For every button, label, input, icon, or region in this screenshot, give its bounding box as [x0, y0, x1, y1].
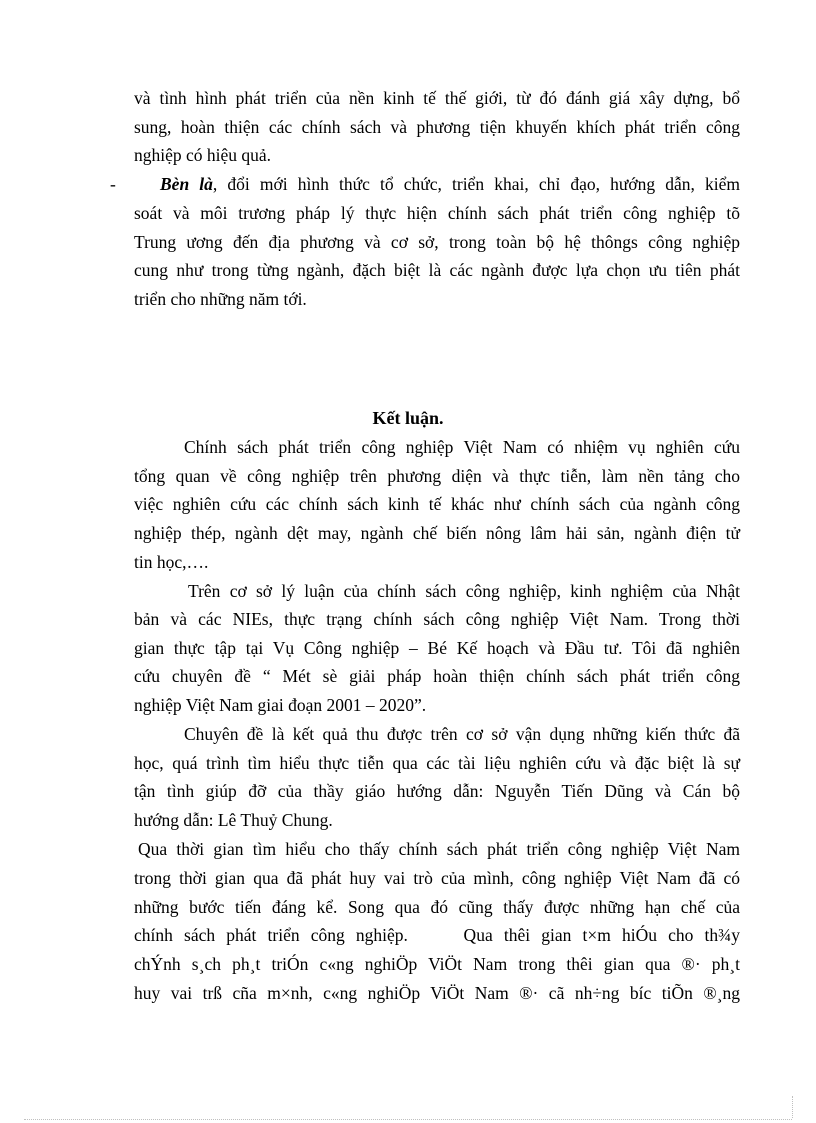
p4-line-2: trong thời gian qua đã phát huy vai trò của mình, công nghiệp Việt Nam đã có [134, 868, 740, 888]
p3-line-1: Chuyên đề là kết quả thu được trên cơ sở vận dụng những kiến thức đã [184, 724, 740, 744]
page-corner-mark [792, 1096, 793, 1118]
p3-line-2: học, quá trình tìm hiểu thực tiễn qua các tài liệu nghiên cứu và đặc biệt là sự [134, 753, 740, 773]
p1-line-4: nghiệp thép, ngành dệt may, ngành chế biến nông lâm hải sản, ngành điện tử [134, 523, 740, 543]
p1-line-3: việc nghiên cứu các chính sách kinh tế khác như chính sách của ngành công [134, 494, 740, 514]
p1-line-5: tin học,…. [134, 552, 209, 572]
p1-line-2: tổng quan về công nghiệp trên phương diện và thực tiễn, làm nền tảng cho [134, 466, 740, 486]
intro-line-2: sung, hoàn thiện các chính sách và phương tiện khuyến khích phát triển công [134, 117, 740, 137]
bullet-line-4: cung như trong từng ngành, đặch biệt là các ngành được lựa chọn ưu tiên phát [134, 260, 740, 280]
bullet-first-rest: , đổi mới hình thức tổ chức, triển khai, chỉ đạo, hướng dẫn, kiểm [212, 174, 740, 194]
p2-line-4: cứu chuyên đề “ Mét sè giải pháp hoàn thiện chính sách phát triển công [134, 666, 740, 686]
p2-line-5: nghiệp Việt Nam giai đoạn 2001 – 2020”. [134, 695, 427, 715]
p3-line-3: tận tình giúp đỡ của thầy giáo hướng dẫn: Nguyễn Tiến Dũng và Cán bộ [134, 781, 740, 801]
bullet-line-5: triển cho những năm tới. [134, 289, 307, 309]
section-title: Kết luận. [372, 408, 444, 428]
bullet-dash: - [110, 174, 116, 194]
page-bottom-rule [24, 1119, 792, 1120]
bullet-line-3: Trung ương đến địa phương và cơ sở, trong toàn bộ hệ thôngs công nghiệp [134, 232, 740, 252]
p4-line-4: chính sách phát triển công nghiệp. Qua thêi gian t×m hiÓu cho th¾y [134, 925, 740, 945]
p3-line-4: hướng dẫn: Lê Thuỷ Chung. [134, 810, 333, 830]
p4-line-6: huy vai trß cña m×nh, c«ng nghiÖp ViÖt Nam ®· cã nh÷ng bíc tiÕn ®¸ng [134, 983, 740, 1003]
p2-line-3: gian thực tập tại Vụ Công nghiệp – Bé Kế hoạch và Đầu tư. Tôi đã nghiên [134, 638, 740, 658]
p4-line-5: chÝnh s¸ch ph¸t triÓn c«ng nghiÖp ViÖt Nam trong thêi gian qua ®· ph¸t [134, 954, 740, 974]
bullet-lead: Bèn là [160, 174, 213, 194]
intro-line-3: nghiệp có hiệu quả. [134, 145, 272, 165]
p1-line-1: Chính sách phát triển công nghiệp Việt Nam có nhiệm vụ nghiên cứu [184, 437, 740, 457]
bullet-first-line [160, 170, 740, 198]
bullet-line-2: soát và môi trương pháp lý thực hiện chính sách phát triển công nghiệp tõ [134, 203, 740, 223]
p4-line-3: những bước tiến đáng kể. Song qua đó cũng thấy được những hạn chế của [134, 897, 740, 917]
p2-line-2: bản và các NIEs, thực trạng chính sách công nghiệp Việt Nam. Trong thời [134, 609, 740, 629]
intro-line-1: và tình hình phát triển của nền kinh tế thế giới, từ đó đánh giá xây dựng, bổ [134, 88, 740, 108]
p4-line-1: Qua thời gian tìm hiểu cho thấy chính sách phát triển công nghiệp Việt Nam [138, 839, 740, 859]
p2-line-1: Trên cơ sở lý luận của chính sách công nghiệp, kinh nghiệm của Nhật [188, 581, 740, 601]
